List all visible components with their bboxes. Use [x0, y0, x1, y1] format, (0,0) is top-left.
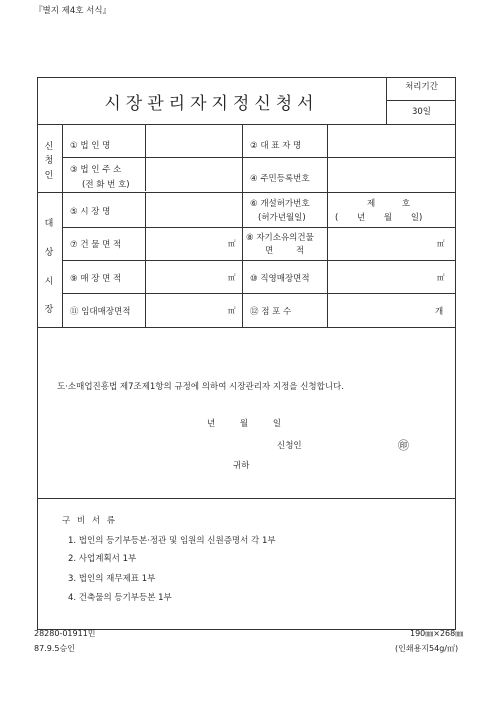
lease-area-label: ⑪ 임대매장면적	[70, 307, 131, 317]
divider	[62, 157, 456, 158]
permit-no-value: 제 호	[367, 199, 411, 209]
rep-name-label: ② 대 표 자 명	[250, 141, 302, 151]
unit-sqm: ㎡	[228, 273, 236, 282]
paper-spec: (인쇄용지54g/㎡)	[395, 644, 459, 653]
application-statement: 도·소매업진흥법 제7조제1항의 규정에 의하여 시장관리자 지정을 신청합니다.	[57, 382, 344, 392]
store-area-label: ⑨ 매 장 면 적	[70, 274, 122, 284]
phone-label: (전 화 번 호)	[82, 180, 130, 190]
form-code: 28280-01911민	[34, 629, 96, 638]
unit-sqm: ㎡	[437, 239, 445, 248]
document-item: 1. 법인의 등기부등본·정관 및 임원의 신원증명서 각 1부	[68, 536, 276, 546]
building-area-label: ⑦ 건 물 면 적	[70, 240, 122, 250]
corp-name-label: ① 법 인 명	[70, 141, 111, 151]
unit-count: 개	[435, 307, 444, 317]
divider	[386, 100, 456, 101]
direct-store-area-label: ⑩ 직영매장면적	[250, 274, 310, 284]
divider	[62, 293, 456, 294]
permit-date-value: ( 년 월 일)	[335, 213, 423, 223]
own-building-area-label: 면 적	[265, 246, 305, 256]
required-documents-title: 구 비 서 류	[62, 516, 117, 526]
form-number-label: 『별지 제4호 서식』	[34, 6, 112, 16]
applicant-sign-label: 신청인	[277, 441, 302, 451]
processing-period-value: 30일	[411, 107, 432, 117]
document-item: 2. 사업계획서 1부	[68, 554, 137, 564]
document-item: 4. 건축물의 등기부등본 1부	[68, 593, 172, 603]
document-item: 3. 법인의 재무제표 1부	[68, 574, 156, 584]
market-name-label: ⑤ 시 장 명	[70, 207, 111, 217]
divider	[327, 125, 328, 327]
permit-no-label: ⑥ 개설허가번호	[250, 199, 310, 209]
unit-sqm: ㎡	[228, 239, 236, 248]
divider	[62, 227, 456, 228]
divider	[62, 125, 63, 327]
own-building-label: ⑧ 자기소유의건물	[246, 233, 314, 243]
section-label-target-market: 대상시장	[44, 219, 54, 316]
unit-sqm: ㎡	[437, 273, 445, 282]
corp-address-label: ③ 법 인 주 소	[70, 165, 122, 175]
form-title: 시장관리자지정신청서	[104, 93, 319, 114]
unit-sqm: ㎡	[228, 306, 236, 315]
divider	[37, 327, 456, 328]
approval-date: 87.9.5승인	[34, 644, 75, 653]
resident-no-label: ④ 주민등록번호	[250, 174, 310, 184]
addressee-label: 귀하	[233, 461, 250, 471]
shop-count-label: ⑫ 점 포 수	[250, 307, 292, 317]
section-label-applicant: 신청인	[44, 142, 54, 181]
divider	[145, 125, 146, 191]
divider	[37, 498, 456, 499]
paper-size: 190㎜×268㎜	[410, 629, 464, 638]
divider	[62, 260, 456, 261]
seal-mark: ㊞	[398, 439, 409, 452]
date-line: 년 월 일	[207, 419, 282, 429]
permit-date-label: (허가년월일)	[258, 213, 306, 223]
divider	[37, 192, 456, 193]
processing-period-label: 처리기간	[405, 82, 438, 92]
divider	[242, 125, 243, 327]
